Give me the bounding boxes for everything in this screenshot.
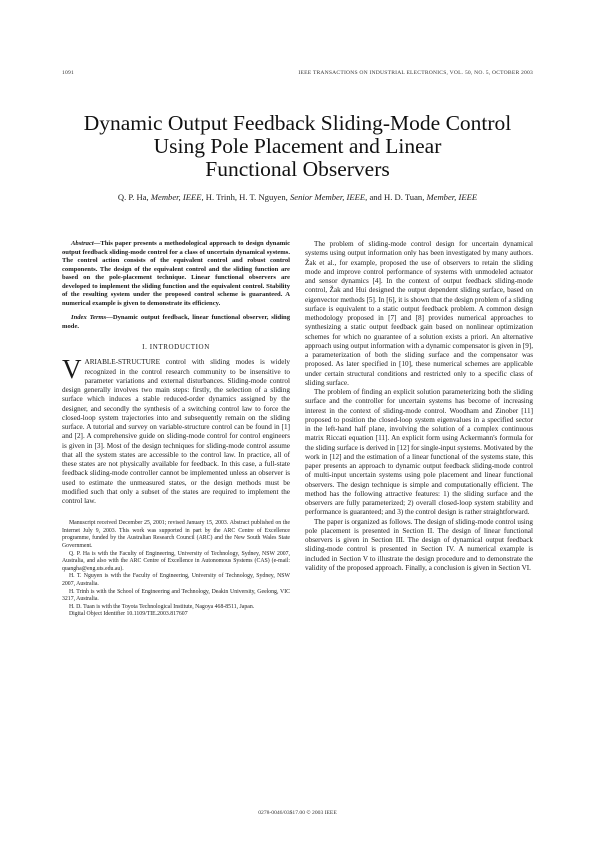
abstract-text: This paper presents a methodological approach to design dynamic output feedback sliding-mode control for a class of uncertain dynamical systems. The control action consists of the equivalent control and robust control components. The design of the equivalent control and the sliding function are based on the pole-placement technique. Linear functional observers are developed to implement the sliding function and the equivalent control. Stability of the resulting system under the proposed control scheme is guaranteed. A numerical example is given to demonstrate its efficiency. [62,240,290,307]
author-list [40,192,555,202]
author-2-3: , H. Trinh, H. T. Nguyen, [201,192,290,202]
abstract [62,240,290,308]
author-4: , and H. D. Tuan, [365,192,427,202]
author-3-role: Senior Member, IEEE [289,192,366,202]
footnote-author-ha: Q. P. Ha is with the Faculty of Engineering, University of Technology, Sydney, NSW 2007, Australia, and also with the ARC Centre of Excellence in Autonomous Systems (CAS) (e-mail: quangha@eng.uts.edu.au). [62,550,290,572]
abstract-label: Abstract— [71,240,101,247]
drop-cap: V [62,354,82,385]
intro-paragraph-1 [62,354,290,506]
index-terms-label: Index Terms— [71,314,113,321]
copyright-code: 0278-0046/03$17.00 © 2003 IEEE [258,810,337,816]
right-column [305,240,533,573]
intro-paragraph-1-text: ARIABLE-STRUCTURE control with sliding modes is widely recognized in the control research community to be insensitive to parameter variations and external disturbances. Sliding-mode control design generally involves two main steps: firstly, the selection of a sliding surface which induces a stable reduced-order dynamics assigned by the designer, and secondly the synthesis of a switching control law to force the closed-loop system trajectories into and subsequently remain on the sliding surface. A tutorial and survey on variable-structure control can be found in [1] and [2]. A comprehensive guide on sliding-mode control for control engineers is given in [3]. Most of the design techniques for sliding-mode control assume that all the system states are accessible to the control law. In practice, all of these states are not physically available for feedback. In this case, a full-state feedback sliding-mode controller cannot be implemented unless an observer is used to estimate the unmeasured states, or the design methods must be modified such that only a subset of the states are required to implement the control law. [62,358,290,505]
author-1: Q. P. Ha, [117,192,151,202]
body-paragraph-1: The problem of sliding-mode control design for uncertain dynamical systems using output information only has been investigated by many authors. Žak et al., for example, proposed the use of observers to retain the sliding mode and improve control performance of systems with unmodeled actuator and sensor dynamics [4]. In the context of output feedback sliding-mode control, Žak and Hui designed the output dependent sliding surface, based on eigenvector methods [5]. In [6], it is shown that the design problem of a sliding surface is equivalent to a static output feedback problem. A common design methodology proposed in [7] and [8] provides numerical approaches to synthesizing a static output feedback gain based on nonlinear optimization schemes for which no guarantee of a solution exists a priori. An alternative approach using output information with a dynamic compensator is given in [9], a parameterization of both the sliding surface and the compensator was proposed. As later specified in [10], these numerical schemes are applicable under certain structural conditions and restricted only to a specific class of sliding surface. [305,240,533,387]
footnote-author-tuan: H. D. Tuan is with the Toyota Technological Institute, Nagoya 468-8511, Japan. [69,603,255,610]
author-4-role: Member, IEEE [426,192,478,202]
index-terms [62,314,290,331]
body-paragraph-2: The problem of finding an explicit solution parameterizing both the sliding surface and the controller for uncertain systems has become of increasing interest in the context of sliding-mode control. Woodham and Zinober [11] proposed to position the closed-loop system eigenvalues in a specified sector in the left-hand half plane, involving the solution of a complex continuous matrix Riccati equation [11]. An explicit form using Ackermann's formula for the sliding surface is derived in [12] for single-input systems. Motivated by the work in [12] and the estimation of a linear functional of the systems state, this paper presents an approach to dynamic output feedback sliding-mode control of multi-input uncertain systems using pole placement and linear functional observers. The design technique is simple and computationally efficient. The method has the following attractive features: 1) the sliding surface and the observers are fully parameterized; 2) overall closed-loop system stability and performance is guaranteed; and 3) the control design is rather straightforward. [305,388,533,517]
footnote-author-trinh: H. Trinh is with the School of Engineering and Technology, Deakin University, Geelong, VIC 3217, Australia. [62,588,290,603]
body-paragraph-3: The paper is organized as follows. The design of sliding-mode control using pole placement is presented in Section II. The design of linear functional observers is given in Section III. The design of dynamical output feedback sliding-mode control is presented in Section IV. A numerical example is included in Section V to illustrate the design procedure and to demonstrate the validity of the proposed approach. Finally, a conclusion is given in Section VI. [305,517,533,572]
page-number: 1091 [62,70,74,76]
left-column [62,240,290,619]
footnote-manuscript: Manuscript received December 25, 2001; revised January 15, 2003. Abstract published on the Internet July 9, 2003. This work was supported in part by the ARC Centre of Excellence programme, funded by the Australian Research Council (ARC) and the New South Wales State Government. [62,520,290,550]
title-line-1: Dynamic Output Feedback Sliding-Mode Control [83,111,512,135]
index-terms-text: Dynamic output feedback, linear functional observer, sliding mode. [62,314,290,330]
footnote-doi: Digital Object Identifier 10.1109/TIE.2003.817607 [69,611,188,618]
section-heading-introduction: I. INTRODUCTION [142,343,210,351]
footnotes [62,520,290,619]
title-line-3: Functional Observers [205,157,390,181]
paper-title [40,112,555,181]
footnote-author-nguyen: H. T. Nguyen is with the Faculty of Engineering, University of Technology, Sydney, NSW 2007, Australia. [62,573,290,587]
author-1-role: Member, IEEE [150,192,202,202]
journal-header: IEEE TRANSACTIONS ON INDUSTRIAL ELECTRONICS, VOL. 50, NO. 5, OCTOBER 2003 [298,70,533,76]
title-line-2: Using Pole Placement and Linear [153,134,442,158]
